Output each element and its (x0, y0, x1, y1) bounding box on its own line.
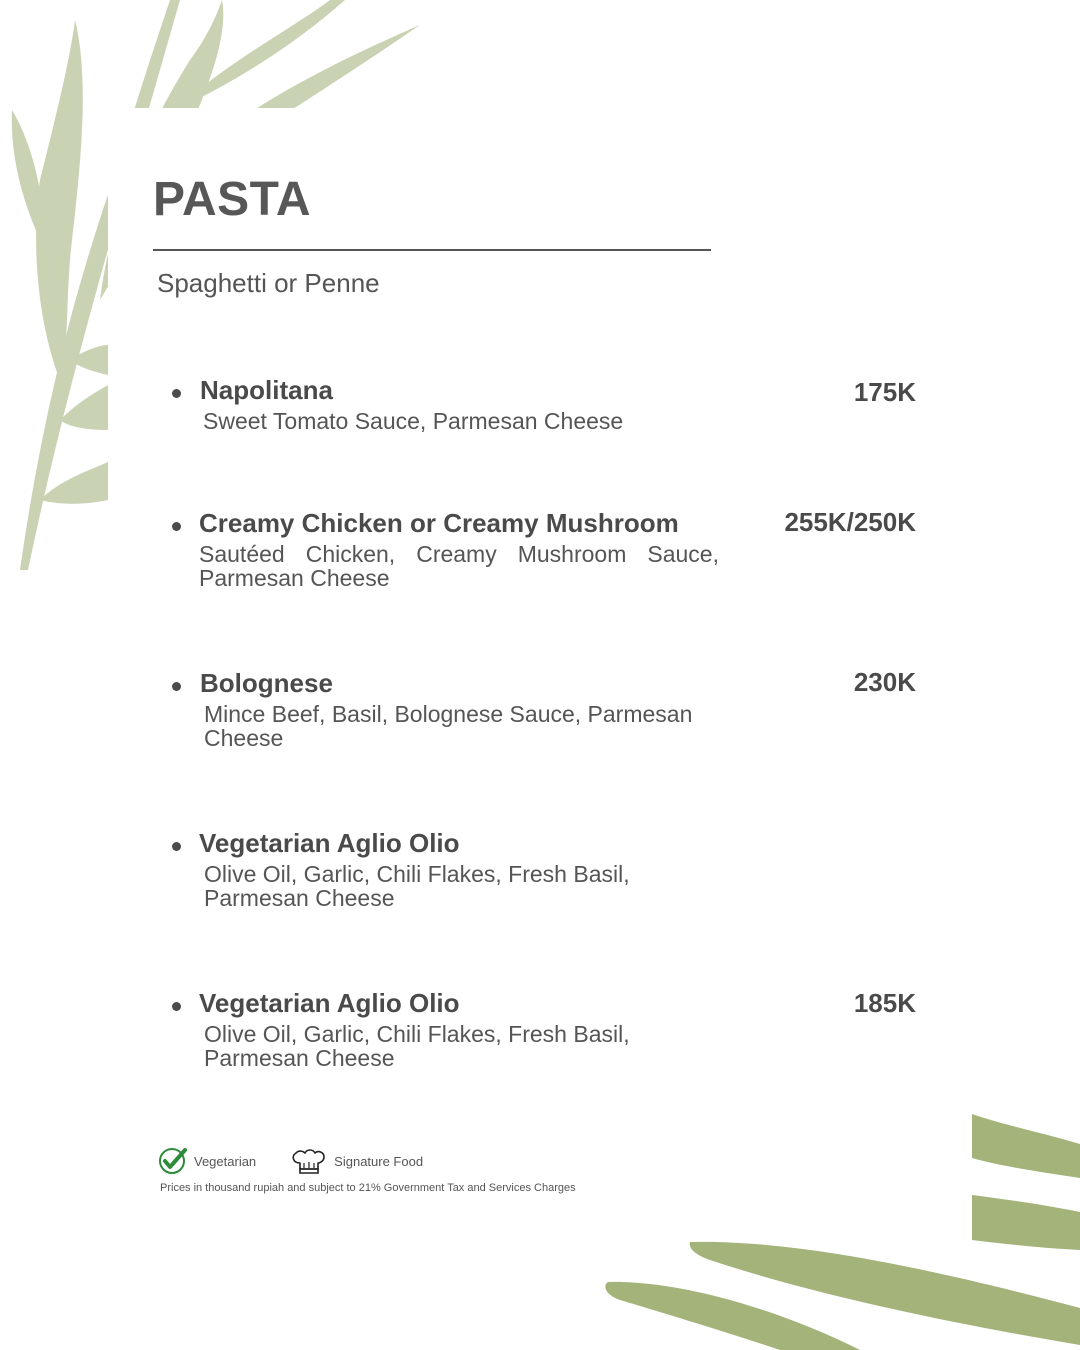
legend-vegetarian (158, 1146, 256, 1176)
page-title: PASTA (153, 173, 312, 226)
menu-item (172, 508, 916, 598)
price-footnote: Prices in thousand rupiah and subject to 21% Government Tax and Services Charges (160, 1182, 576, 1194)
item-price: 230K (853, 667, 916, 697)
item-description: Mince Beef, Basil, Bolognese Sauce, Parmesan Cheese (204, 701, 693, 751)
bullet-icon (172, 682, 181, 691)
menu-item (172, 828, 916, 918)
bullet-icon (172, 842, 181, 851)
item-description: Sautéed Chicken, Creamy Mushroom Sauce, Parmesan Cheese (199, 541, 719, 591)
menu-item (172, 988, 916, 1078)
legend-vegetarian-label: Vegetarian (194, 1153, 257, 1169)
item-name: Vegetarian Aglio Olio (199, 988, 460, 1018)
bullet-icon (172, 522, 181, 531)
item-name: Creamy Chicken or Creamy Mushroom (199, 508, 679, 538)
leaf-decoration-bottom-right (600, 1100, 1080, 1350)
item-description: Sweet Tomato Sauce, Parmesan Cheese (203, 408, 624, 434)
item-price: 255K/250K (784, 507, 916, 537)
vegetarian-check-icon (158, 1146, 188, 1176)
legend-signature (290, 1147, 423, 1175)
item-description: Olive Oil, Garlic, Chili Flakes, Fresh Basil, Parmesan Cheese (204, 861, 630, 911)
chef-hat-icon (290, 1147, 328, 1175)
bullet-icon (172, 1002, 181, 1011)
menu-item (172, 375, 916, 445)
menu-subtitle: Spaghetti or Penne (157, 268, 380, 298)
bullet-icon (172, 389, 181, 398)
item-name: Vegetarian Aglio Olio (199, 828, 460, 858)
menu-item (172, 668, 916, 758)
item-name: Bolognese (200, 668, 333, 698)
legend-signature-label: Signature Food (334, 1153, 424, 1169)
item-price: 175K (853, 377, 916, 407)
title-divider (153, 249, 711, 251)
item-description: Olive Oil, Garlic, Chili Flakes, Fresh Basil, Parmesan Cheese (204, 1021, 630, 1071)
item-name: Napolitana (200, 375, 333, 405)
legend (158, 1146, 457, 1176)
item-price: 185K (853, 988, 916, 1018)
